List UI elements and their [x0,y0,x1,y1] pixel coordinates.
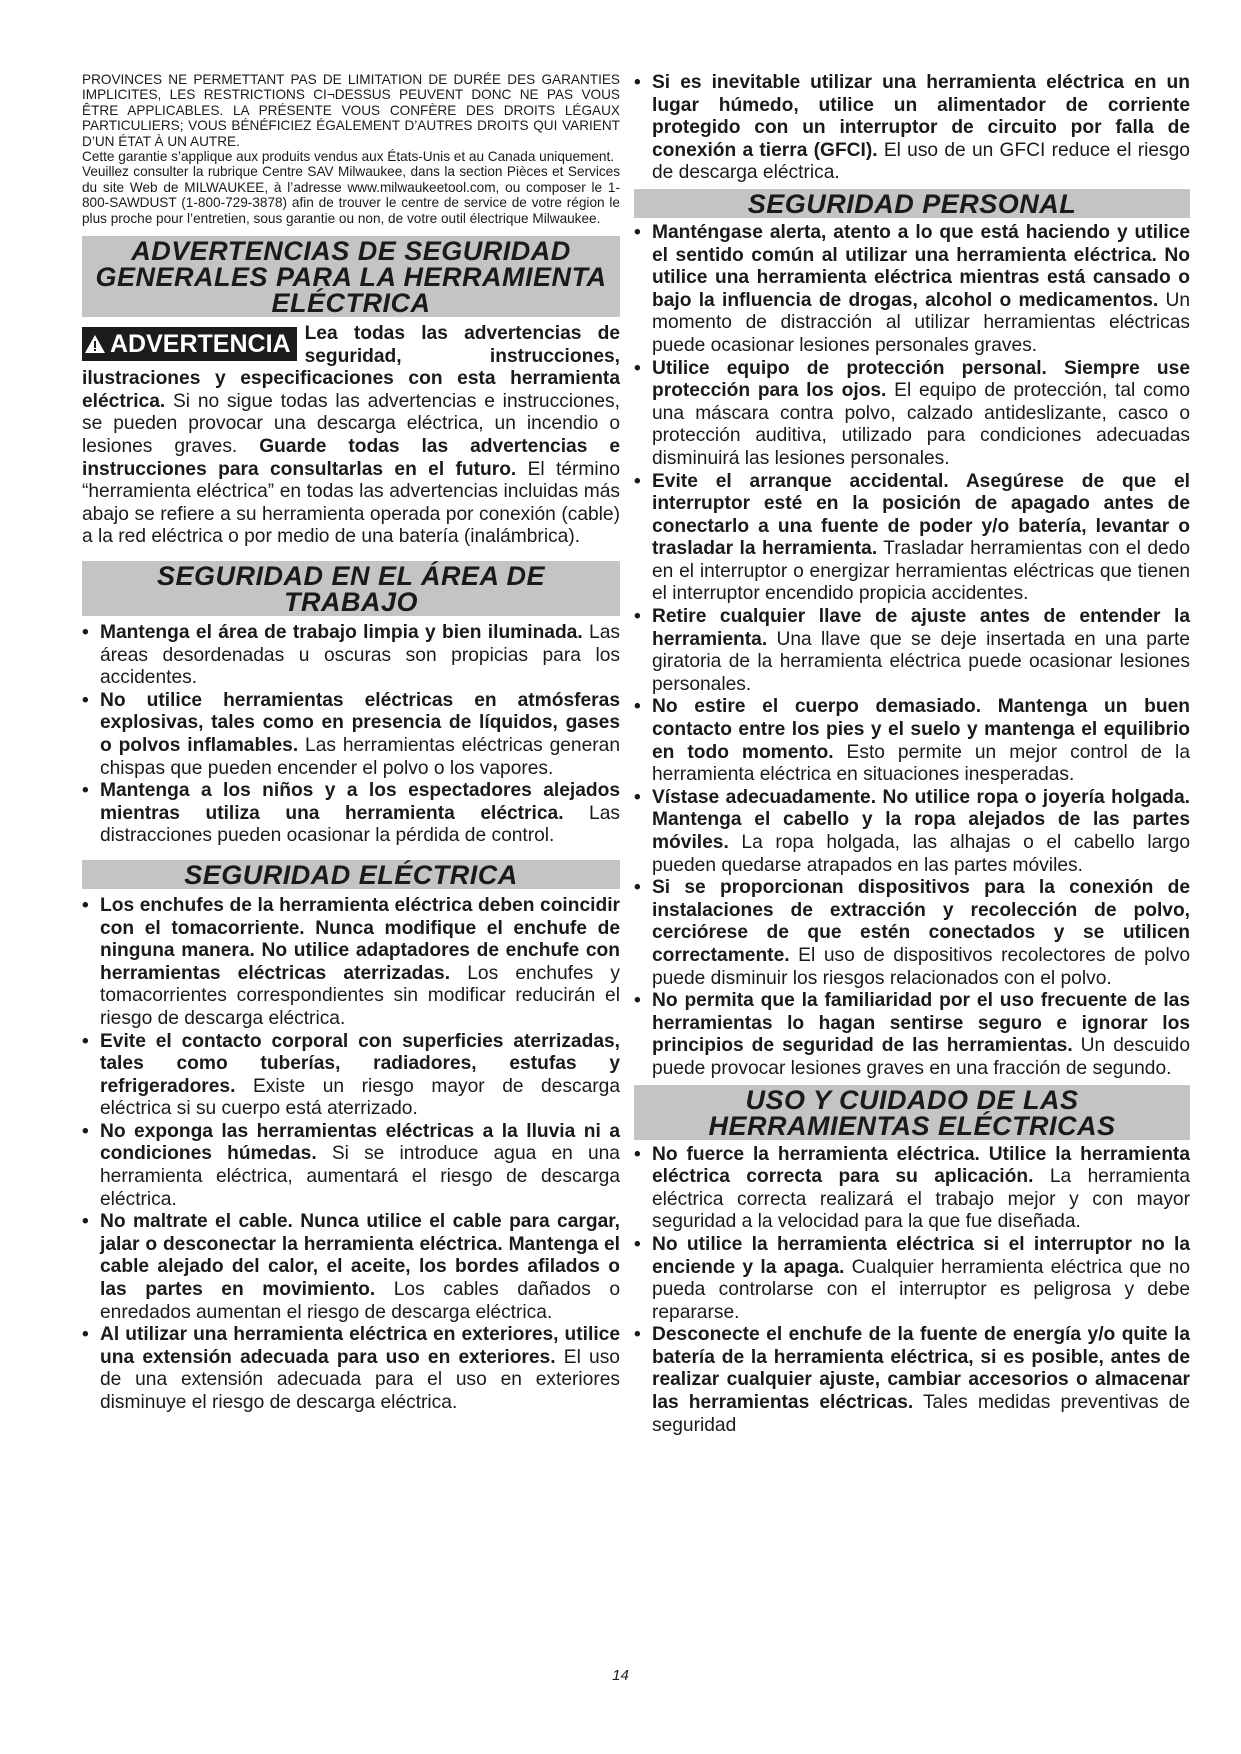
item-bold: Al utilizar una herramienta eléctrica en exteriores, utilice una extensión adecuada para uso en exteriores. [100,1324,620,1368]
list-item: • Mantenga el área de trabajo limpia y bien iluminada. Las áreas desordenadas u oscuras son propicias para los accidentes. [82,622,620,689]
french-service-text: Veuillez consulter la rubrique Centre SAV Milwaukee, dans la section Pièces et Services du site Web de MILWAUKEE, à l’adresse www.milwaukeetool.com, ou composer le 1-800-SAWDUST (1-800-729-3878) afin de trouver le centre de service de votre région le plus proche pour l’entretien, sous garantie ou non, de votre outil électrique Milwaukee. [82,164,620,226]
warning-bold-1: Lea todas las advertencias de seguridad, instrucciones, ilustraciones y especificaciones con esta herramienta eléctrica. [82,323,620,412]
french-warranty-text: PROVINCES NE PERMETTANT PAS DE LIMITATION DE DURÉE DES GARANTIES IMPLICITES, LES RESTRICTIONS CI¬DESSUS PEUVENT DONC NE PAS VOUS ÊTRE APPLICABLES. LA PRÉSENTE VOUS CONFÈRE DES DROITS LÉGAUX PARTICULIERS; VOUS BÉNÉFICIEZ ÉGALEMENT D’AUTRES DROITS QUI VARIENT D’UN ÉTAT À UN AUTRE. [82,72,620,149]
item-bold: No exponga las herramientas eléctricas a la lluvia ni a condiciones húmedas. [100,1120,620,1165]
general-safety-heading: ADVERTENCIAS DE SEGURIDAD GENERALES PARA LA HERRAMIENTA ELÉCTRICA [82,236,620,317]
french-usa-text: Cette garantie s’applique aux produits vendus aux États-Unis et au Canada uniquement. [82,149,615,165]
list-item: • Vístase adecuadamente. No utilice ropa o joyería holgada. Mantenga el cabello y la ropa alejados de las partes móviles. La ropa holgada, las alhajas o el cabello largo pueden quedarse atrapados en las partes móviles. [634,786,1190,876]
personal-list [634,222,1190,1081]
item-bold: Evite el contacto corporal con superficies aterrizadas, tales como tuberías, radiadores, estufas y refrigeradores. [100,1030,620,1097]
work-area-heading: SEGURIDAD EN EL ÁREA DE TRABAJO [82,561,620,616]
item-text: Si se introduce agua en una herramienta eléctrica, aumentará el riesgo de descarga eléctrica. [100,1143,620,1210]
use-care-heading: USO Y CUIDADO DE LAS HERRAMIENTAS ELÉCTRICAS [634,1085,1190,1140]
list-item: • Evite el contacto corporal con superficies aterrizadas, tales como tuberías, radiadores, estufas y refrigeradores. Existe un riesgo mayor de descarga eléctrica si su cuerpo está aterrizado. [82,1030,620,1120]
item-text: Los enchufes y tomacorrientes correspondientes sin modificar reducirán el riesgo de descarga eléctrica. [100,962,620,1029]
item-bold: No utilice la herramienta eléctrica si el interruptor no la enciende y la apaga. [652,1233,1190,1278]
item-bold: Utilice equipo de protección personal. Siempre use protección para los ojos. [652,357,1190,402]
list-item: • Si es inevitable utilizar una herramienta eléctrica en un lugar húmedo, utilice un alimentador de corriente protegido con un interruptor de circuito por falla de conexión a tierra (GFCI). El uso de un GFCI reduce el riesgo de descarga eléctrica. [634,72,1190,184]
item-bold: Evite el arranque accidental. Asegúrese de que el interruptor esté en la posición de apagado antes de conectarlo a una fuente de poder y/o batería, levantar o trasladar la herramienta. [652,470,1190,560]
item-bold: Vístase adecuadamente. No utilice ropa o joyería holgada. Mantenga el cabello y la ropa alejados de las partes móviles. [652,786,1190,853]
warning-bold-2: Guarde todas las advertencias e instrucciones para consultarlas en el futuro. [82,436,621,480]
warning-badge [82,327,297,361]
item-bold: Retire cualquier llave de ajuste antes de entender la herramienta. [652,606,1190,650]
item-bold: No fuerce la herramienta eléctrica. Utilice la herramienta eléctrica correcta para su aplicación. [652,1143,1190,1188]
list-item: • No utilice la herramienta eléctrica si el interruptor no la enciende y la apaga. Cualquier herramienta eléctrica que no pueda controlarse con el interruptor es peligrosa y debe repararse. [634,1233,1190,1323]
item-text: Las herramientas eléctricas generan chispas que pueden encender el polvo o los vapores. [100,734,620,779]
warning-text-2: El término “herramienta eléctrica” en todas las advertencias incluidas más abajo se refiere a su herramienta operada por conexión (cable) a la red eléctrica o por medio de una batería (inalámbrica). [82,458,621,548]
page-number: 14 [612,1667,629,1684]
item-text: Trasladar herramientas con el dedo en el interruptor o energizar herramientas eléctricas que tienen el interruptor encendido propicia accidentes. [652,538,1190,605]
list-item: • No exponga las herramientas eléctricas a la lluvia ni a condiciones húmedas. Si se introduce agua en una herramienta eléctrica, aumentará el riesgo de descarga eléctrica. [82,1120,620,1210]
list-item: • Retire cualquier llave de ajuste antes de entender la herramienta. Una llave que se deje insertada en una parte giratoria de la herramienta eléctrica puede ocasionar lesiones personales. [634,606,1190,695]
work-area-list [82,622,620,848]
item-text: La herramienta eléctrica correcta realizará el trabajo mejor y con mayor seguridad a la velocidad para la que fue diseñada. [652,1166,1190,1233]
list-item: • Evite el arranque accidental. Asegúrese de que el interruptor esté en la posición de apagado antes de conectarlo a una fuente de poder y/o batería, levantar o trasladar la herramienta. Trasladar herramientas con el dedo en el interruptor o energizar herramientas eléctricas que tienen el interruptor encendido propicia accidentes. [634,470,1190,605]
left-column [82,72,620,1415]
list-item: • Utilice equipo de protección personal. Siempre use protección para los ojos. El equipo de protección, tal como una máscara contra polvo, calzado antideslizante, casco o protección auditiva, utilizado para condiciones adecuadas disminuirá las lesiones personales. [634,357,1190,469]
warning-text-1: Si no sigue todas las advertencias e instrucciones, se pueden provocar una descarga eléctrica, un incendio o lesiones graves. [82,390,620,458]
list-item: • No maltrate el cable. Nunca utilice el cable para cargar, jalar o desconectar la herramienta eléctrica. Mantenga el cable alejado del calor, el aceite, los bordes afilados o las partes en movimiento. Los cables dañados o enredados aumentan el riesgo de descarga eléctrica. [82,1211,621,1323]
right-column [634,72,1190,1437]
personal-heading: SEGURIDAD PERSONAL [634,189,1190,218]
electrical-heading: SEGURIDAD ELÉCTRICA [82,860,620,889]
item-text: Esto permite un mejor control de la herramienta eléctrica en situaciones inesperadas. [652,741,1190,786]
item-bold: No maltrate el cable. Nunca utilice el cable para cargar, jalar o desconectar la herramienta eléctrica. Mantenga el cable alejado del calor, el aceite, los bordes afilados o las partes en movimiento. [100,1211,620,1301]
item-text: Las áreas desordenadas u oscuras son propicias para los accidentes. [100,622,620,689]
item-text: El uso de dispositivos recolectores de polvo puede disminuir los riesgos relacionados con el polvo. [652,944,1190,989]
item-bold: Mantenga el área de trabajo limpia y bien iluminada. [100,622,583,643]
item-text: Un descuido puede provocar lesiones graves en una fracción de segundo. [652,1035,1190,1079]
item-text: El uso de una extensión adecuada para el uso en exteriores disminuye el riesgo de descarga eléctrica. [100,1346,620,1413]
use-care-list [634,1144,1190,1438]
list-item: • No fuerce la herramienta eléctrica. Utilice la herramienta eléctrica correcta para su aplicación. La herramienta eléctrica correcta realizará el trabajo mejor y con mayor seguridad a la velocidad para la que fue diseñada. [634,1143,1190,1233]
item-bold: No estire el cuerpo demasiado. Mantenga un buen contacto entre los pies y el suelo y mantenga el equilibrio en todo momento. [652,696,1190,763]
item-text: La ropa holgada, las alhajas o el cabello largo pueden quedarse atrapados en las partes móviles. [652,832,1190,876]
item-bold: Si se proporcionan dispositivos para la conexión de instalaciones de extracción y recolección de polvo, cerciórese de que estén conectados y se utilicen correctamente. [652,877,1190,966]
item-text: El uso de un GFCI reduce el riesgo de descarga eléctrica. [652,139,1190,184]
item-text: Tales medidas preventivas de seguridad [652,1392,1190,1436]
item-text: Las distracciones pueden ocasionar la pérdida de control. [100,802,620,847]
item-bold: No utilice herramientas eléctricas en atmósferas explosivas, tales como en presencia de líquidos, gases o polvos inflamables. [100,689,620,756]
electrical-list [82,895,620,1415]
item-text: Existe un riesgo mayor de descarga eléctrica si su cuerpo está aterrizado. [100,1075,620,1120]
item-text: Los cables dañados o enredados aumentan el riesgo de descarga eléctrica. [100,1279,621,1323]
list-item: • Desconecte el enchufe de la fuente de energía y/o quite la batería de la herramienta eléctrica, si es posible, antes de realizar cualquier ajuste, cambiar accesorios o almacenar las herramientas eléctricas. Tales medidas preventivas de seguridad [634,1324,1190,1436]
item-text: Cualquier herramienta eléctrica que no pueda controlarse con el interruptor es peligrosa y debe repararse. [652,1256,1190,1323]
list-item: • No estire el cuerpo demasiado. Mantenga un buen contacto entre los pies y el suelo y mantenga el equilibrio en todo momento. Esto permite un mejor control de la herramienta eléctrica en situaciones inesperadas. [634,696,1190,786]
item-bold: Manténgase alerta, atento a lo que está haciendo y utilice el sentido común al utilizar una herramienta eléctrica. No utilice una herramienta eléctrica mientras está cansado o bajo la influencia de drogas, alcohol o medicamentos. [652,221,1190,311]
item-text: Un momento de distracción al utilizar herramientas eléctricas puede ocasionar lesiones personales graves. [652,289,1191,356]
general-warning-paragraph [82,323,620,549]
list-item: • No permita que la familiaridad por el uso frecuente de las herramientas lo hagan sentirse seguro e ignorar los principios de seguridad de las herramientas. Un descuido puede provocar lesiones graves en una fracción de segundo. [634,990,1190,1079]
list-item: • Al utilizar una herramienta eléctrica en exteriores, utilice una extensión adecuada para uso en exteriores. El uso de una extensión adecuada para el uso en exteriores disminuye el riesgo de descarga eléctrica. [82,1324,620,1413]
item-bold: Si es inevitable utilizar una herramienta eléctrica en un lugar húmedo, utilice un alimentador de corriente protegido con un interruptor de circuito por falla de conexión a tierra (GFCI). [652,72,1190,161]
list-item: • Manténgase alerta, atento a lo que está haciendo y utilice el sentido común al utilizar una herramienta eléctrica. No utilice una herramienta eléctrica mientras está cansado o bajo la influencia de drogas, alcohol o medicamentos. Un momento de distracción al utilizar herramientas eléctricas puede ocasionar lesiones personales graves. [634,221,1191,356]
item-bold: Desconecte el enchufe de la fuente de energía y/o quite la batería de la herramienta eléctrica, si es posible, antes de realizar cualquier ajuste, cambiar accesorios o almacenar las herramientas eléctricas. [652,1324,1190,1414]
list-item: • Los enchufes de la herramienta eléctrica deben coincidir con el tomacorriente. Nunca modifique el enchufe de ninguna manera. No utilice adaptadores de enchufe con herramientas eléctricas aterrizadas. Los enchufes y tomacorrientes correspondientes sin modificar reducirán el riesgo de descarga eléctrica. [82,894,620,1029]
item-text: Una llave que se deje insertada en una parte giratoria de la herramienta eléctrica puede ocasionar lesiones personales. [652,628,1190,695]
list-item: • No utilice herramientas eléctricas en atmósferas explosivas, tales como en presencia de líquidos, gases o polvos inflamables. Las herramientas eléctricas generan chispas que pueden encender el polvo o los vapores. [82,689,620,779]
list-item: • Mantenga a los niños y a los espectadores alejados mientras utiliza una herramienta eléctrica. Las distracciones pueden ocasionar la pérdida de control. [82,780,620,847]
item-bold: No permita que la familiaridad por el uso frecuente de las herramientas lo hagan sentirse seguro e ignorar los principios de seguridad de las herramientas. [652,990,1190,1057]
warning-triangle-icon [84,334,106,354]
warning-badge-label: ADVERTENCIA [110,330,291,359]
item-bold: Los enchufes de la herramienta eléctrica deben coincidir con el tomacorriente. Nunca modifique el enchufe de ninguna manera. No utilice adaptadores de enchufe con herramientas eléctricas aterrizadas. [100,894,620,984]
list-item: • Si se proporcionan dispositivos para la conexión de instalaciones de extracción y recolección de polvo, cerciórese de que estén conectados y se utilicen correctamente. El uso de dispositivos recolectores de polvo puede disminuir los riesgos relacionados con el polvo. [634,877,1190,989]
item-text: El equipo de protección, tal como una máscara contra polvo, calzado antideslizante, casco o protección auditiva, utilizado para condiciones adecuadas disminuirá las lesiones personales. [652,380,1190,469]
item-bold: Mantenga a los niños y a los espectadores alejados mientras utiliza una herramienta eléctrica. [100,780,620,824]
